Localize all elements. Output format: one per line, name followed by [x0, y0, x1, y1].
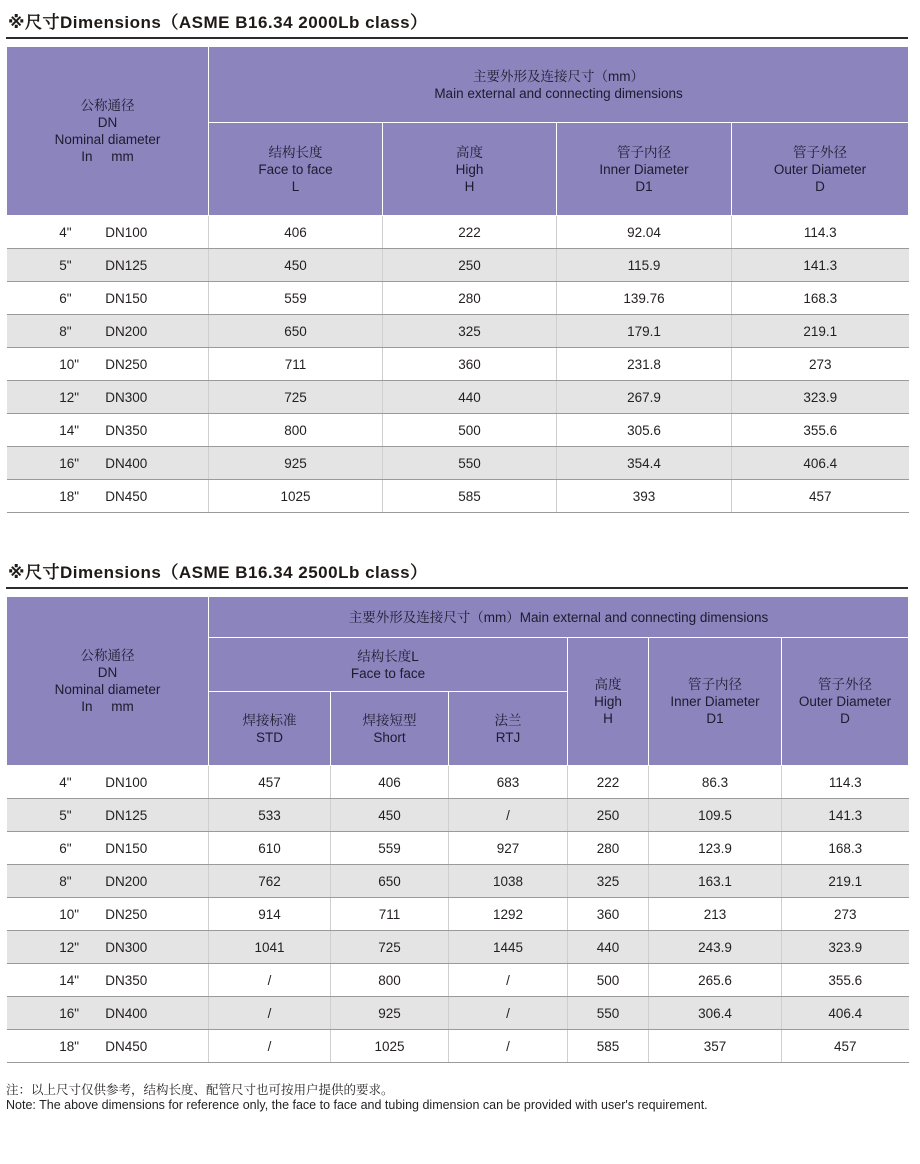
nominal-diameter-cell: [7, 348, 209, 381]
inner-diameter-header: 管子内径 Inner Diameter D1: [557, 123, 732, 216]
value-cell: 280: [383, 282, 557, 315]
face-to-face-header: 结构长度L Face to face: [209, 638, 568, 692]
value-cell: 559: [209, 282, 383, 315]
value-cell: 1025: [331, 1030, 449, 1063]
table-row: [7, 832, 909, 865]
value-cell: 168.3: [732, 282, 909, 315]
table-row: [7, 865, 909, 898]
value-cell: 273: [732, 348, 909, 381]
nominal-diameter-header: 公称通径 DN Nominal diameter In mm: [7, 597, 209, 766]
weld-std-header: 焊接标准 STD: [209, 692, 331, 766]
height-header: 高度 High H: [568, 638, 649, 766]
value-cell: 559: [331, 832, 449, 865]
size-dn: DN250: [105, 906, 148, 922]
value-cell: 109.5: [649, 799, 782, 832]
value-cell: /: [449, 997, 568, 1030]
table1-title-rule: [6, 37, 908, 39]
value-cell: 650: [331, 865, 449, 898]
size-dn: DN400: [105, 455, 148, 471]
value-cell: 305.6: [557, 414, 732, 447]
size-inch: 18": [59, 488, 80, 504]
table2-title: ※尺寸Dimensions（ASME B16.34 2500Lb class）: [8, 563, 428, 582]
size-dn: DN300: [105, 939, 148, 955]
value-cell: 163.1: [649, 865, 782, 898]
value-cell: 800: [209, 414, 383, 447]
table-row: [7, 315, 909, 348]
value-cell: /: [209, 997, 331, 1030]
value-cell: 927: [449, 832, 568, 865]
value-cell: 115.9: [557, 249, 732, 282]
value-cell: 406: [209, 216, 383, 249]
size-inch: 12": [59, 389, 80, 405]
value-cell: 325: [568, 865, 649, 898]
value-cell: 222: [568, 766, 649, 799]
value-cell: 280: [568, 832, 649, 865]
table-row: [7, 480, 909, 513]
nominal-diameter-cell: [7, 381, 209, 414]
size-dn: DN400: [105, 1005, 148, 1021]
size-inch: 8": [59, 323, 72, 339]
value-cell: 267.9: [557, 381, 732, 414]
value-cell: 610: [209, 832, 331, 865]
value-cell: 533: [209, 799, 331, 832]
value-cell: /: [209, 1030, 331, 1063]
size-dn: DN150: [105, 840, 148, 856]
value-cell: 925: [209, 447, 383, 480]
size-dn: DN450: [105, 488, 148, 504]
value-cell: 213: [649, 898, 782, 931]
value-cell: 325: [383, 315, 557, 348]
size-inch: 8": [59, 873, 72, 889]
value-cell: 440: [568, 931, 649, 964]
table1-body: [7, 216, 909, 513]
value-cell: 265.6: [649, 964, 782, 997]
nominal-diameter-cell: [7, 964, 209, 997]
size-inch: 4": [59, 774, 72, 790]
value-cell: 222: [383, 216, 557, 249]
value-cell: /: [449, 964, 568, 997]
value-cell: 141.3: [782, 799, 909, 832]
table-row: [7, 249, 909, 282]
table-row: [7, 216, 909, 249]
size-dn: DN200: [105, 323, 148, 339]
nominal-diameter-cell: [7, 1030, 209, 1063]
value-cell: 114.3: [732, 216, 909, 249]
value-cell: 711: [209, 348, 383, 381]
size-dn: DN250: [105, 356, 148, 372]
size-inch: 14": [59, 422, 80, 438]
value-cell: 92.04: [557, 216, 732, 249]
value-cell: 250: [383, 249, 557, 282]
nominal-diameter-cell: [7, 249, 209, 282]
value-cell: 1038: [449, 865, 568, 898]
nominal-diameter-cell: [7, 480, 209, 513]
size-inch: 5": [59, 807, 72, 823]
table-row: [7, 898, 909, 931]
value-cell: 393: [557, 480, 732, 513]
value-cell: 355.6: [732, 414, 909, 447]
size-inch: 10": [59, 906, 80, 922]
value-cell: 139.76: [557, 282, 732, 315]
nominal-diameter-cell: [7, 447, 209, 480]
table2-body: [7, 766, 909, 1063]
inner-diameter-header: 管子内径 Inner Diameter D1: [649, 638, 782, 766]
note-chinese: 注：以上尺寸仅供参考，结构长度、配管尺寸也可按用户提供的要求。: [6, 1083, 394, 1097]
value-cell: /: [449, 1030, 568, 1063]
value-cell: 114.3: [782, 766, 909, 799]
value-cell: 243.9: [649, 931, 782, 964]
size-dn: DN125: [105, 257, 148, 273]
nominal-diameter-cell: [7, 216, 209, 249]
value-cell: 500: [568, 964, 649, 997]
value-cell: 585: [383, 480, 557, 513]
value-cell: 725: [331, 931, 449, 964]
value-cell: 406.4: [732, 447, 909, 480]
table-row: [7, 964, 909, 997]
nominal-diameter-cell: [7, 315, 209, 348]
size-inch: 16": [59, 455, 80, 471]
outer-diameter-header: 管子外径 Outer Diameter D: [782, 638, 909, 766]
table-row: [7, 381, 909, 414]
value-cell: 273: [782, 898, 909, 931]
value-cell: 355.6: [782, 964, 909, 997]
value-cell: 141.3: [732, 249, 909, 282]
flange-rtj-header: 法兰 RTJ: [449, 692, 568, 766]
value-cell: 354.4: [557, 447, 732, 480]
nominal-diameter-cell: [7, 414, 209, 447]
table1-title: ※尺寸Dimensions（ASME B16.34 2000Lb class）: [8, 13, 428, 32]
nominal-diameter-cell: [7, 282, 209, 315]
size-inch: 6": [59, 290, 72, 306]
table-row: [7, 447, 909, 480]
value-cell: 457: [209, 766, 331, 799]
table-row: [7, 282, 909, 315]
value-cell: 1041: [209, 931, 331, 964]
value-cell: 360: [383, 348, 557, 381]
value-cell: 357: [649, 1030, 782, 1063]
value-cell: 550: [568, 997, 649, 1030]
weld-short-header: 焊接短型 Short: [331, 692, 449, 766]
size-dn: DN200: [105, 873, 148, 889]
value-cell: /: [449, 799, 568, 832]
table-row: [7, 766, 909, 799]
value-cell: 86.3: [649, 766, 782, 799]
face-to-face-header: 结构长度 Face to face L: [209, 123, 383, 216]
value-cell: 762: [209, 865, 331, 898]
table-row: [7, 414, 909, 447]
main-dimensions-header: 主要外形及连接尺寸（mm）Main external and connecting dimensions: [209, 597, 909, 638]
size-dn: DN150: [105, 290, 148, 306]
value-cell: 683: [449, 766, 568, 799]
size-inch: 12": [59, 939, 80, 955]
value-cell: 650: [209, 315, 383, 348]
size-dn: DN100: [105, 224, 148, 240]
size-dn: DN300: [105, 389, 148, 405]
size-inch: 6": [59, 840, 72, 856]
table-row: [7, 799, 909, 832]
nominal-diameter-cell: [7, 898, 209, 931]
value-cell: 800: [331, 964, 449, 997]
height-header: 高度 High H: [383, 123, 557, 216]
table-row: [7, 1030, 909, 1063]
value-cell: 179.1: [557, 315, 732, 348]
size-inch: 5": [59, 257, 72, 273]
outer-diameter-header: 管子外径 Outer Diameter D: [732, 123, 909, 216]
note-english: Note: The above dimensions for reference only, the face to face and tubing dimension can be provided with user's requirement.: [6, 1098, 708, 1112]
table2-title-rule: [6, 587, 908, 589]
nominal-diameter-cell: [7, 832, 209, 865]
value-cell: 585: [568, 1030, 649, 1063]
value-cell: 406.4: [782, 997, 909, 1030]
value-cell: 219.1: [782, 865, 909, 898]
value-cell: 1025: [209, 480, 383, 513]
size-dn: DN100: [105, 774, 148, 790]
nominal-diameter-header: 公称通径 DN Nominal diameter In mm: [7, 47, 209, 216]
main-dimensions-header: 主要外形及连接尺寸（mm） Main external and connecting dimensions: [209, 47, 909, 123]
nominal-diameter-cell: [7, 931, 209, 964]
value-cell: 1292: [449, 898, 568, 931]
value-cell: 123.9: [649, 832, 782, 865]
table-row: [7, 931, 909, 964]
nominal-diameter-cell: [7, 799, 209, 832]
value-cell: 168.3: [782, 832, 909, 865]
value-cell: 725: [209, 381, 383, 414]
size-inch: 16": [59, 1005, 80, 1021]
table-row: [7, 348, 909, 381]
value-cell: 550: [383, 447, 557, 480]
nominal-diameter-cell: [7, 997, 209, 1030]
value-cell: 1445: [449, 931, 568, 964]
value-cell: 925: [331, 997, 449, 1030]
value-cell: 306.4: [649, 997, 782, 1030]
nominal-diameter-cell: [7, 766, 209, 799]
value-cell: 219.1: [732, 315, 909, 348]
value-cell: 914: [209, 898, 331, 931]
size-inch: 14": [59, 972, 80, 988]
value-cell: 500: [383, 414, 557, 447]
value-cell: 323.9: [782, 931, 909, 964]
table-row: [7, 997, 909, 1030]
size-inch: 10": [59, 356, 80, 372]
value-cell: 406: [331, 766, 449, 799]
size-inch: 18": [59, 1038, 80, 1054]
value-cell: 323.9: [732, 381, 909, 414]
dimensions-table-2000lb: [6, 46, 909, 513]
size-dn: DN450: [105, 1038, 148, 1054]
dimensions-table-2500lb: [6, 596, 909, 1063]
value-cell: 250: [568, 799, 649, 832]
size-dn: DN350: [105, 422, 148, 438]
value-cell: 360: [568, 898, 649, 931]
nominal-diameter-cell: [7, 865, 209, 898]
value-cell: 231.8: [557, 348, 732, 381]
size-inch: 4": [59, 224, 72, 240]
value-cell: 440: [383, 381, 557, 414]
value-cell: 457: [782, 1030, 909, 1063]
size-dn: DN350: [105, 972, 148, 988]
value-cell: 457: [732, 480, 909, 513]
value-cell: /: [209, 964, 331, 997]
value-cell: 450: [209, 249, 383, 282]
value-cell: 711: [331, 898, 449, 931]
size-dn: DN125: [105, 807, 148, 823]
value-cell: 450: [331, 799, 449, 832]
